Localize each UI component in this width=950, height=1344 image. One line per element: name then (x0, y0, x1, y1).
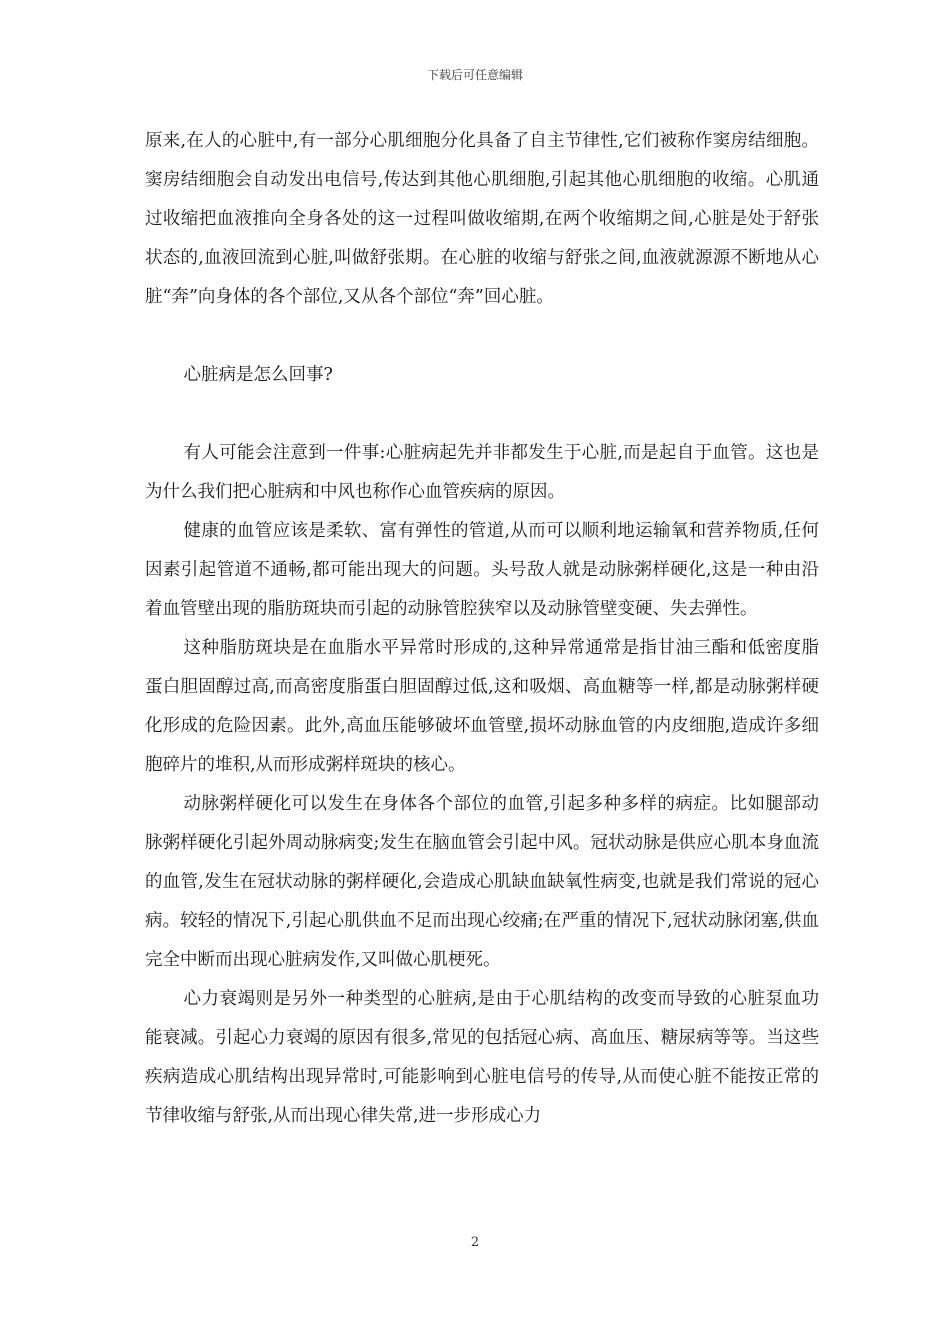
section-heading-heart-disease: 心脏病是怎么回事? (183, 365, 333, 385)
paragraph-heart-failure: 心力衰竭则是另外一种类型的心脏病,是由于心肌结构的改变而导致的心脏泵血功能衰减。引起心力衰竭的原因有很多,常见的包括冠心病、高血压、糖尿病等等。当这些疾病造成心肌结构出现异常时,可能影响到心脏电信号的传导,从而使心脏不能按正常的节律收缩与舒张,从而出现心律失常,进一步形成心力 (145, 989, 819, 1126)
paragraph-origin-in-vessels: 有人可能会注意到一件事:心脏病起先并非都发生于心脏,而是起自于血管。这也是为什么我们把心脏病和中风也称作心血管疾病的原因。 (145, 443, 819, 502)
page-header: 下载后可任意编辑 (426, 68, 523, 82)
paragraph-fatty-plaque: 这种脂肪斑块是在血脂水平异常时形成的,这种异常通常是指甘油三酯和低密度脂蛋白胆固醇过高,而高密度脂蛋白胆固醇过低,这和吸烟、高血糖等一样,都是动脉粥样硬化形成的危险因素。此外,高血压能够破坏血管壁,损坏动脉血管的内皮细胞,造成许多细胞碎片的堆积,从而形成粥样斑块的核心。 (145, 638, 819, 775)
document-body (145, 122, 819, 1136)
paragraph-healthy-vessels: 健康的血管应该是柔软、富有弹性的管道,从而可以顺利地运输氧和营养物质,任何因素引起管道不通畅,都可能出现大的问题。头号敌人就是动脉粥样硬化,这是一种由沿着血管壁出现的脂肪斑块而引起的动脉管腔狭窄以及动脉管壁变硬、失去弹性。 (145, 521, 819, 619)
paragraph-heart-rhythm: 原来,在人的心脏中,有一部分心肌细胞分化具备了自主节律性,它们被称作窦房结细胞。窦房结细胞会自动发出电信号,传达到其他心肌细胞,引起其他心肌细胞的收缩。心肌通过收缩把血液推向全身各处的这一过程叫做收缩期,在两个收缩期之间,心脏是处于舒张状态的,血液回流到心脏,叫做舒张期。在心脏的收缩与舒张之间,血液就源源不断地从心脏“奔”向身体的各个部位,又从各个部位“奔”回心脏。 (145, 131, 819, 307)
paragraph-atherosclerosis-effects: 动脉粥样硬化可以发生在身体各个部位的血管,引起多种多样的病症。比如腿部动脉粥样硬化引起外周动脉病变;发生在脑血管会引起中风。冠状动脉是供应心肌本身血流的血管,发生在冠状动脉的粥样硬化,会造成心肌缺血缺氧性病变,也就是我们常说的冠心病。较轻的情况下,引起心肌供血不足而出现心绞痛;在严重的情况下,冠状动脉闭塞,供血完全中断而出现心脏病发作,又叫做心肌梗死。 (145, 794, 819, 970)
page-number: 2 (470, 1235, 480, 1250)
